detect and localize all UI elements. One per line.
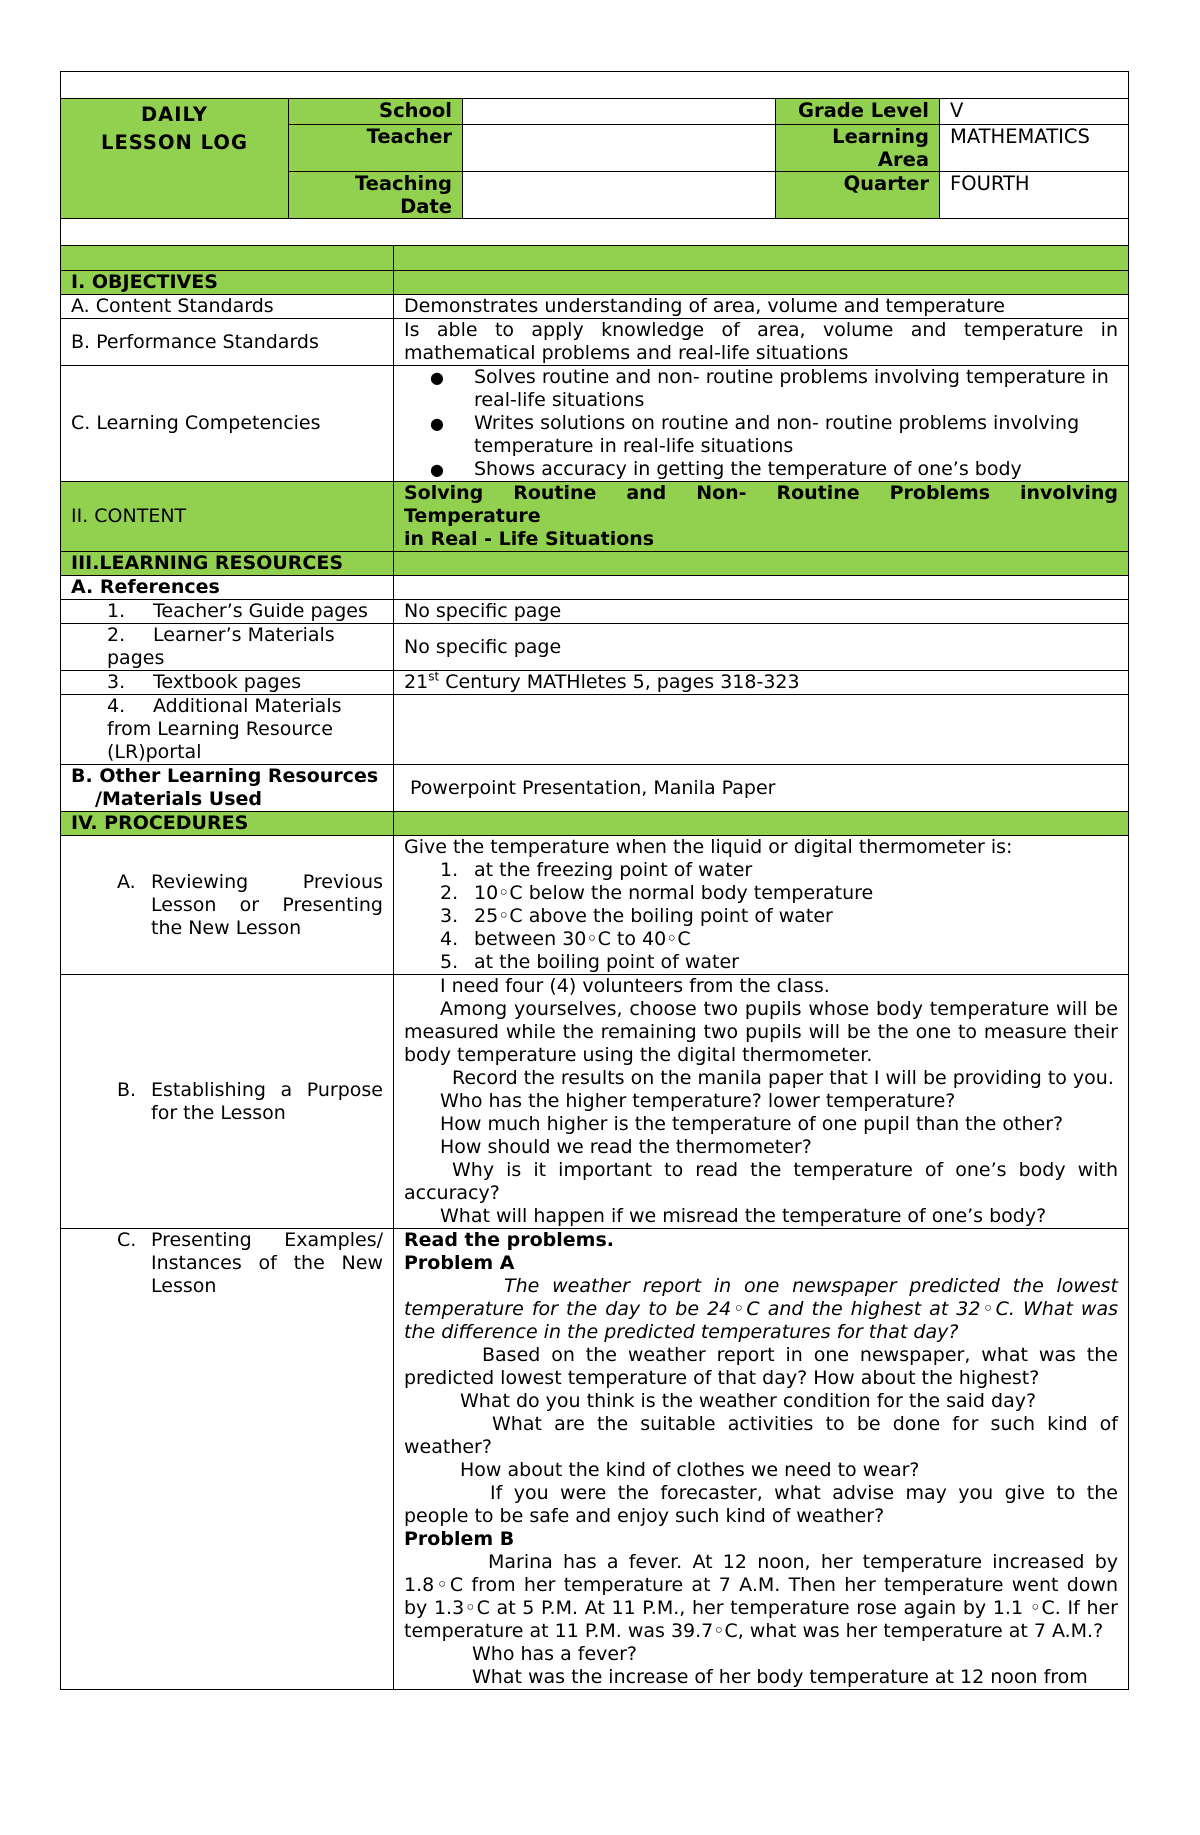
text-line: What are the suitable activities to be done for such kind of weather? bbox=[404, 1413, 1118, 1458]
procedures-heading-fill bbox=[394, 812, 1129, 836]
spacer-row bbox=[61, 219, 1129, 246]
text-line: I need four (4) volunteers from the class. bbox=[440, 975, 830, 997]
school-label: School bbox=[289, 99, 463, 125]
list-item: 3. 25◦C above the boiling point of water bbox=[440, 905, 833, 927]
teachers-guide-label: 1. Teacher’s Guide pages bbox=[61, 600, 394, 624]
content-standards-label: A. Content Standards bbox=[61, 295, 394, 319]
learning-competencies-list bbox=[394, 366, 1129, 482]
content-heading: II. CONTENT bbox=[61, 482, 394, 552]
text-line: Who has the higher temperature? lower temperature? bbox=[440, 1090, 956, 1112]
list-item: 4. between 30◦C to 40◦C bbox=[440, 928, 691, 950]
text-line: Who has a fever? bbox=[472, 1643, 638, 1665]
textbook-value: 21st Century MATHletes 5, pages 318-323 bbox=[394, 671, 1129, 695]
content-standards-value: Demonstrates understanding of area, volume and temperature bbox=[394, 295, 1129, 319]
references-fill bbox=[394, 576, 1129, 600]
performance-standards-value: Is able to apply knowledge of area, volume and temperature in mathematical problems and real-life situations bbox=[394, 319, 1129, 366]
text-line: What do you think is the weather condition for the said day? bbox=[460, 1390, 1037, 1412]
bullet-icon: ● bbox=[430, 414, 444, 433]
teaching-date-field[interactable] bbox=[463, 172, 776, 219]
teachers-guide-value: No specific page bbox=[394, 600, 1129, 624]
content-title-line-2: in Real - Life Situations bbox=[404, 528, 655, 550]
list-item: 1. at the freezing point of water bbox=[440, 859, 753, 881]
teacher-label: Teacher bbox=[289, 125, 463, 172]
quarter-label: Quarter bbox=[776, 172, 940, 219]
teaching-date-label-2: Date bbox=[400, 195, 452, 218]
bullet-icon: ● bbox=[430, 368, 444, 387]
top-blank-row bbox=[61, 72, 1129, 99]
learning-resources-heading: III.LEARNING RESOURCES bbox=[61, 552, 394, 576]
grade-level-field[interactable]: V bbox=[940, 99, 1129, 125]
learners-materials-label: 2. Learner’s Materials pages bbox=[61, 624, 394, 671]
additional-materials-label: 4. Additional Materials from Learning Resource (LR)portal bbox=[61, 695, 394, 765]
read-problems-heading: Read the problems. bbox=[404, 1229, 615, 1251]
learning-area-label-2: Area bbox=[877, 148, 929, 171]
list-item: ● Writes solutions on routine and non- routine problems involving temperature in real-life situations bbox=[430, 412, 1080, 457]
procedures-heading: IV. PROCEDURES bbox=[61, 812, 394, 836]
text-line: Among yourselves, choose two pupils whose body temperature will be measured while the remaining two pupils will be the one to measure their body temperature using the digital thermometer. bbox=[404, 998, 1118, 1066]
learning-competencies-label: C. Learning Competencies bbox=[61, 366, 394, 482]
performance-standards-label: B. Performance Standards bbox=[61, 319, 394, 366]
page-title bbox=[61, 99, 289, 219]
textbook-label: 3. Textbook pages bbox=[61, 671, 394, 695]
content-title-line-1: Solving Routine and Non- Routine Problems involving Temperature bbox=[404, 482, 1118, 527]
list-item: ● Shows accuracy in getting the temperature of one’s body bbox=[430, 458, 1022, 480]
text-line: What will happen if we misread the temperature of one’s body? bbox=[440, 1205, 1047, 1227]
text-line: How should we read the thermometer? bbox=[440, 1136, 812, 1158]
grade-level-label: Grade Level bbox=[776, 99, 940, 125]
list-item: ● Solves routine and non- routine problems involving temperature in real-life situations bbox=[430, 366, 1109, 411]
green-band-right bbox=[394, 246, 1129, 271]
procedure-b-label: B. Establishing a Purpose for the Lesson bbox=[61, 975, 394, 1229]
text-line: Why is it important to read the temperature of one’s body with accuracy? bbox=[404, 1159, 1118, 1204]
teaching-date-label bbox=[289, 172, 463, 219]
procedure-a-content bbox=[394, 836, 1129, 975]
procedure-c-content bbox=[394, 1229, 1129, 1690]
other-resources-value: Powerpoint Presentation, Manila Paper bbox=[394, 765, 1129, 812]
text-line: If you were the forecaster, what advise may you give to the people to be safe and enjoy such kind of weather? bbox=[404, 1482, 1118, 1527]
text-line: How much higher is the temperature of one pupil than the other? bbox=[440, 1113, 1064, 1135]
title-line-1: DAILY bbox=[140, 103, 209, 126]
procedure-b-content bbox=[394, 975, 1129, 1229]
procedure-a-label: A. Reviewing Previous Lesson or Presenting the New Lesson bbox=[61, 836, 394, 975]
learning-area-label-1: Learning bbox=[832, 125, 929, 148]
lesson-log-sheet bbox=[60, 71, 1128, 1690]
content-title bbox=[394, 482, 1129, 552]
header-table bbox=[60, 71, 1129, 246]
bullet-icon: ● bbox=[430, 460, 444, 479]
list-item: 5. at the boiling point of water bbox=[440, 951, 739, 973]
lesson-table bbox=[60, 245, 1129, 1690]
problem-a-text: The weather report in one newspaper predicted the lowest temperature for the day to be 24◦C and the highest at 32◦C. What was the difference in the predicted temperatures for that day? bbox=[404, 1275, 1118, 1343]
text-line: Record the results on the manila paper that I will be providing to you. bbox=[452, 1067, 1114, 1089]
learning-area-label bbox=[776, 125, 940, 172]
green-band-left bbox=[61, 246, 394, 271]
learning-area-field[interactable]: MATHEMATICS bbox=[940, 125, 1129, 172]
teaching-date-label-1: Teaching bbox=[354, 172, 452, 195]
school-field[interactable] bbox=[463, 99, 776, 125]
procedure-c-label: C. Presenting Examples/ Instances of the New Lesson bbox=[61, 1229, 394, 1690]
procedure-a-list bbox=[404, 859, 1118, 974]
text-line: How about the kind of clothes we need to wear? bbox=[460, 1459, 920, 1481]
title-line-2: LESSON LOG bbox=[101, 131, 248, 154]
problem-b-heading: Problem B bbox=[404, 1528, 515, 1550]
references-label: A. References bbox=[61, 576, 394, 600]
other-resources-label: B. Other Learning Resources /Materials Used bbox=[61, 765, 394, 812]
problem-a-heading: Problem A bbox=[404, 1252, 515, 1274]
procedure-a-intro: Give the temperature when the liquid or digital thermometer is: bbox=[404, 836, 1013, 858]
learning-resources-heading-fill bbox=[394, 552, 1129, 576]
text-line: Based on the weather report in one newspaper, what was the predicted lowest temperature of that day? How about the highest? bbox=[404, 1344, 1118, 1389]
list-item: 2. 10◦C below the normal body temperature bbox=[440, 882, 874, 904]
teacher-field[interactable] bbox=[463, 125, 776, 172]
learners-materials-value: No specific page bbox=[394, 624, 1129, 671]
objectives-heading-fill bbox=[394, 271, 1129, 295]
objectives-heading: I. OBJECTIVES bbox=[61, 271, 394, 295]
additional-materials-value bbox=[394, 695, 1129, 765]
quarter-field[interactable]: FOURTH bbox=[940, 172, 1129, 219]
text-line: What was the increase of her body temperature at 12 noon from bbox=[472, 1666, 1088, 1688]
problem-b-text: Marina has a fever. At 12 noon, her temperature increased by 1.8◦C from her temperature at 7 A.M. Then her temperature went down by 1.3◦C at 5 P.M. At 11 P.M., her temperature rose again by 1.1 ◦C. If her temperature at 11 P.M. was 39.7◦C, what was her temperature at 7 A.M.? bbox=[404, 1551, 1118, 1642]
